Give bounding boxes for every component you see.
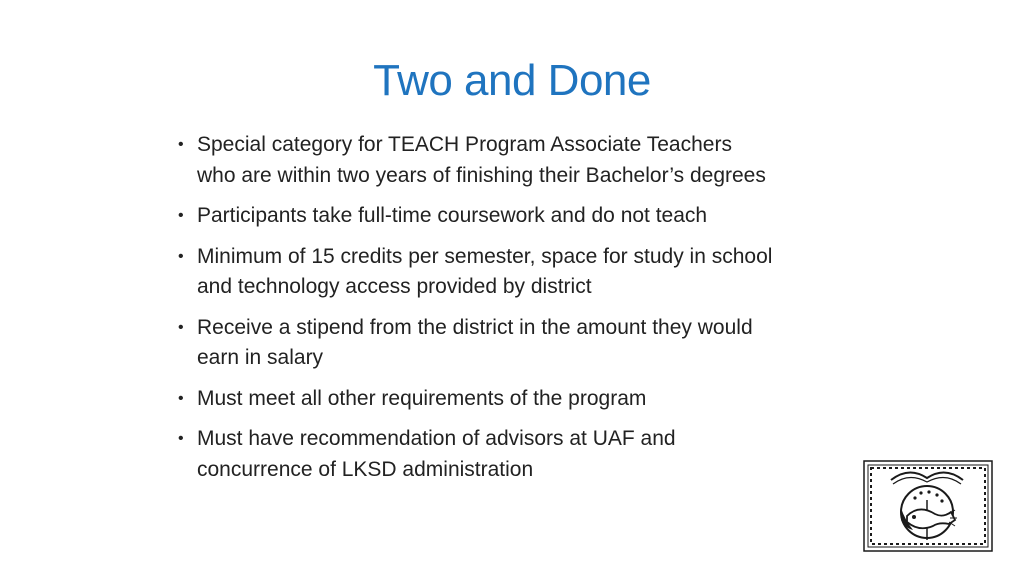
bullet-item xyxy=(176,130,776,191)
bullet-text: Minimum of 15 credits per semester, space for study in school and technology access provided by district xyxy=(197,244,773,298)
bullet-text: Must meet all other requirements of the program xyxy=(197,386,647,410)
bullet-dot-icon: • xyxy=(178,318,184,336)
slide-title: Two and Done xyxy=(373,56,651,105)
bullet-dot-icon: • xyxy=(178,247,184,265)
bullet-dot-icon: • xyxy=(178,389,184,407)
bullet-dot-icon: • xyxy=(178,136,184,153)
bullet-item xyxy=(176,201,776,232)
bullet-text: Participants take full-time coursework and do not teach xyxy=(197,204,708,227)
book-and-fish-logo xyxy=(863,460,993,552)
bullet-item xyxy=(176,424,776,485)
bullet-item xyxy=(176,384,776,415)
bullet-text: Special category for TEACH Program Associate Teachers who are within two years of finishing their Bachelor’s degrees xyxy=(197,133,766,187)
bullet-text: Must have recommendation of advisors at UAF and concurrence of LKSD administration xyxy=(197,427,676,481)
bullet-dot-icon: • xyxy=(178,207,184,224)
bullet-dot-icon: • xyxy=(178,430,184,447)
bullet-text: Receive a stipend from the district in the amount they would earn in salary xyxy=(197,315,753,369)
bullet-item xyxy=(176,242,776,303)
bullet-list xyxy=(176,130,776,495)
bullet-item xyxy=(176,313,776,374)
